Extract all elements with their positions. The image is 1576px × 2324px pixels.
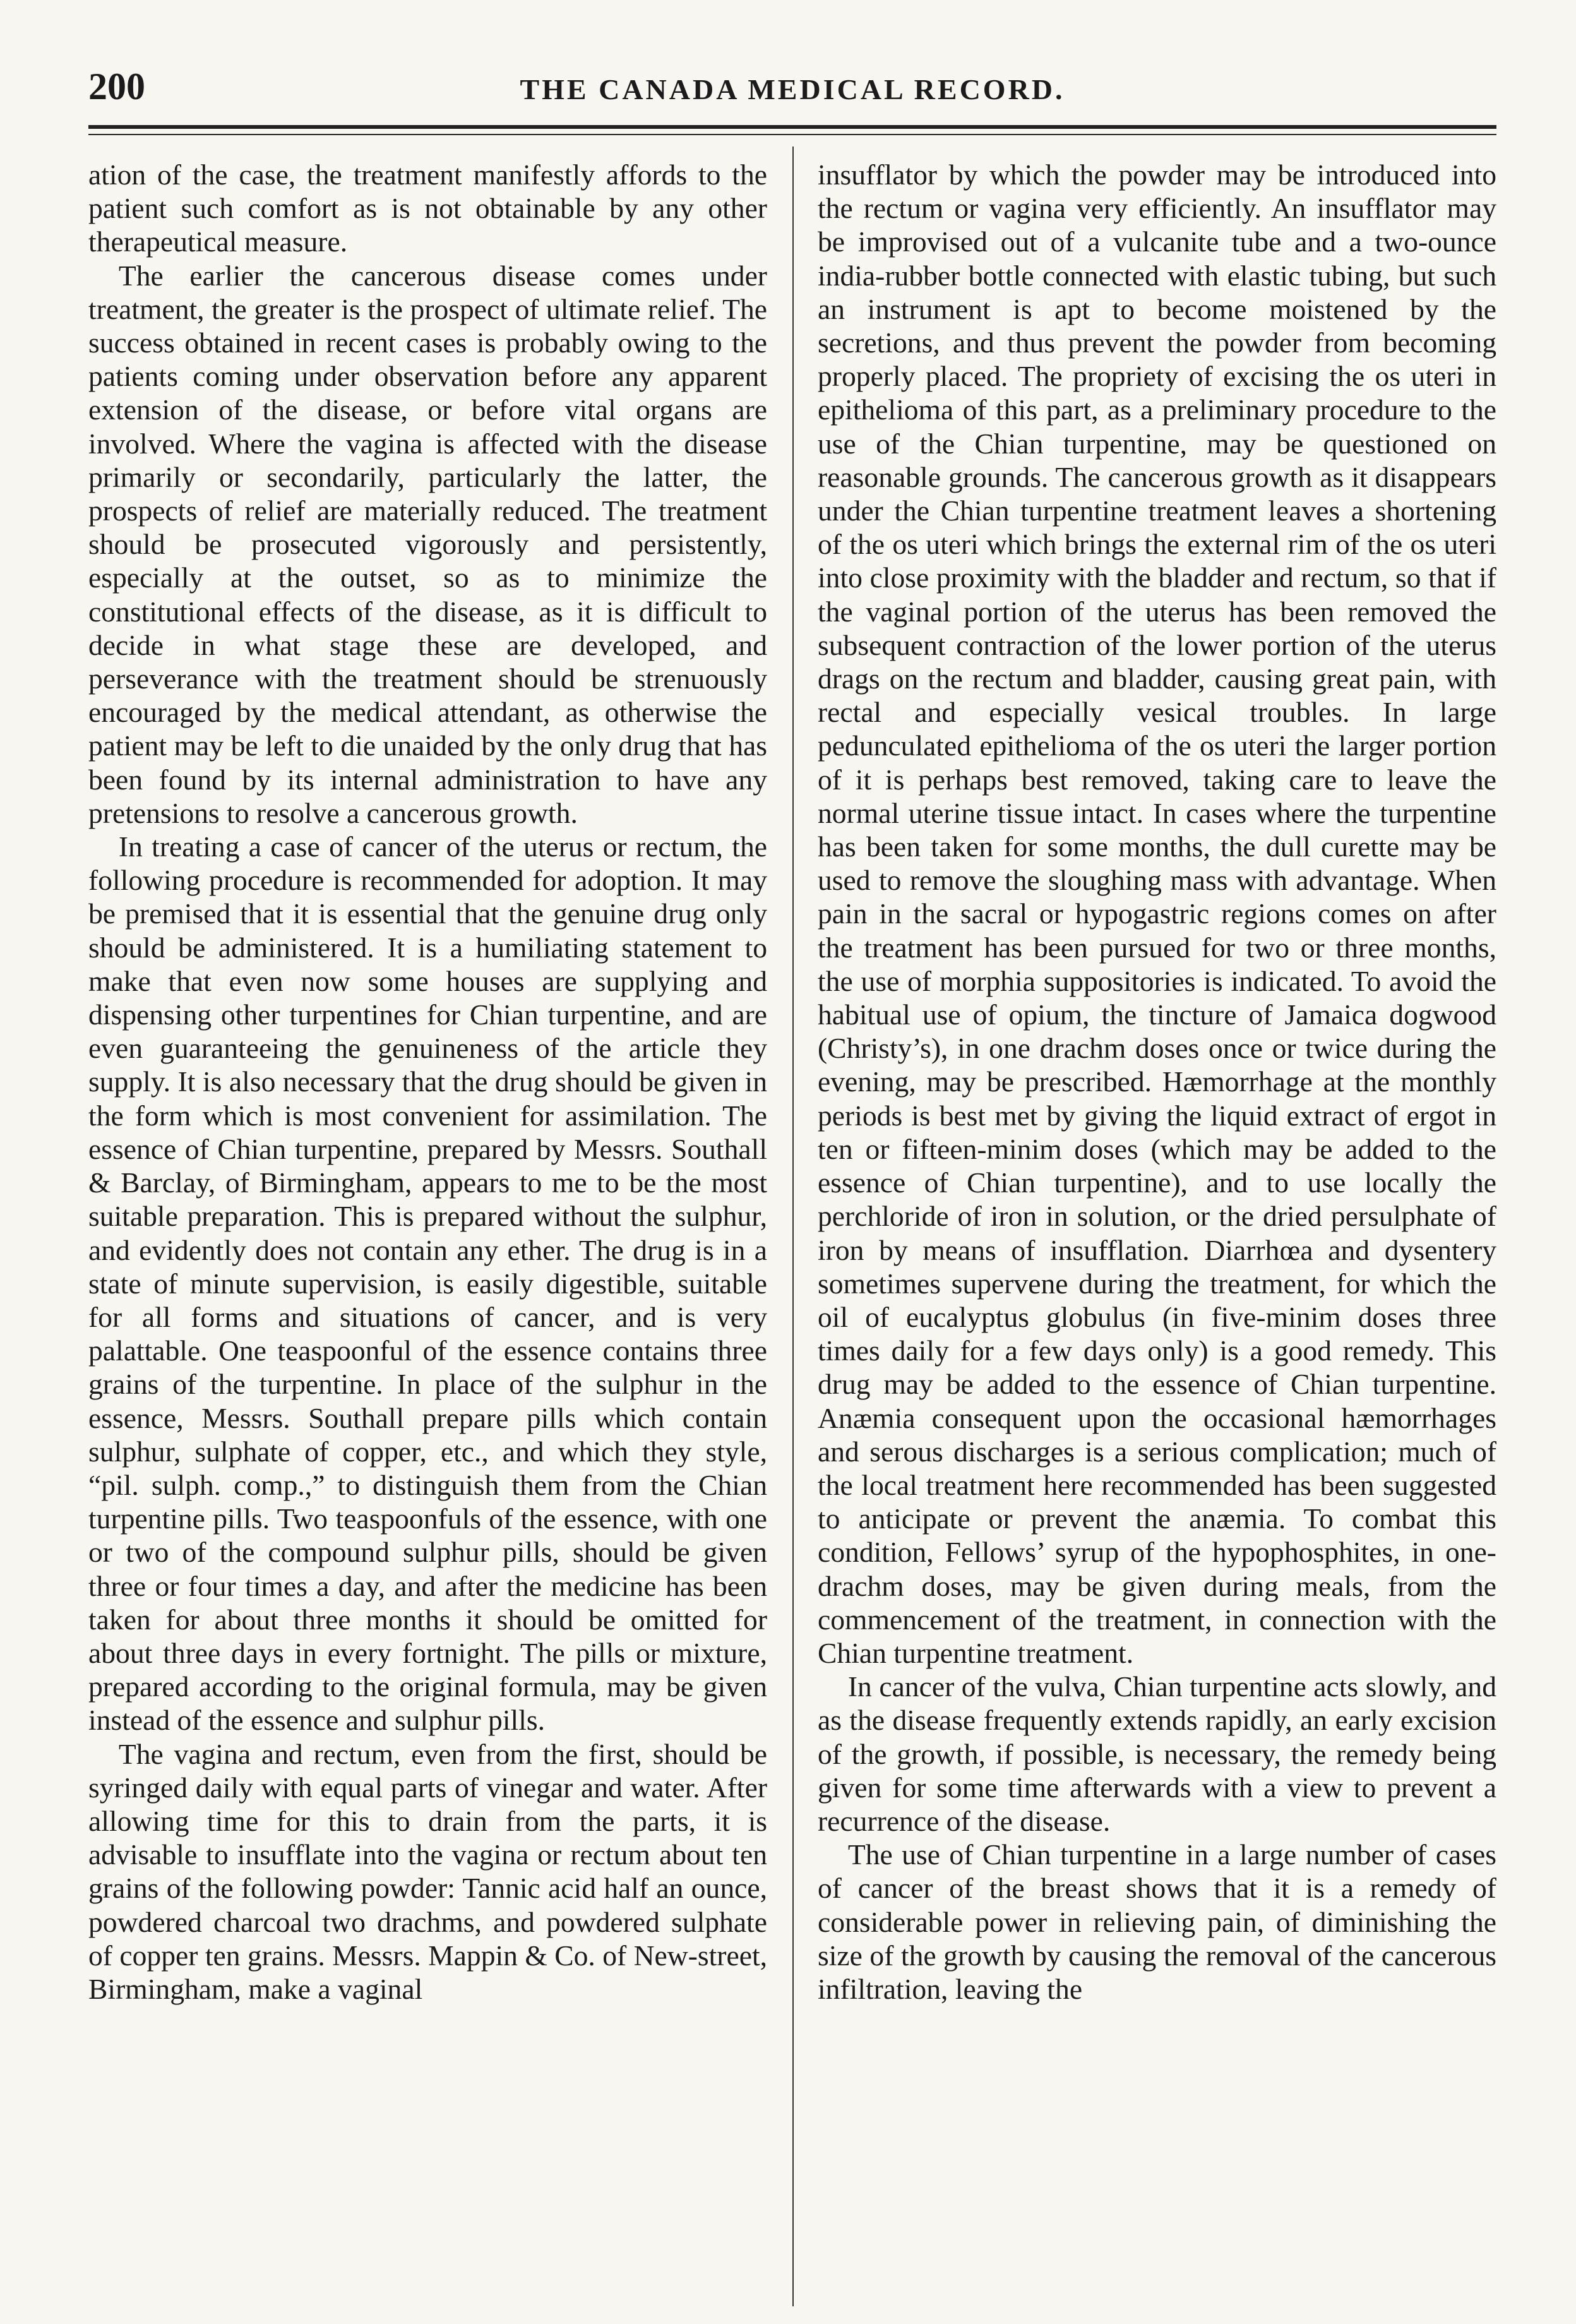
paragraph: ation of the case, the treatment manifestly affords to the patient such comfort as is not obtainable by any other therapeutical measure. — [88, 159, 767, 258]
paragraph: The earlier the cancerous disease comes under treatment, the greater is the prospect of ultimate relief. The success obtained in recent cases is probably owing to the patients coming under observation before any apparent extension of the disease, or before vital organs are involved. Where the vagina is affected with the disease primarily or secondarily, particularly the latter, the prospects of relief are materially reduced. The treatment should be prosecuted vigorously and persistently, especially at the outset, so as to minimize the constitutional effects of the disease, as it is difficult to decide in what stage these are developed, and perseverance with the treatment should be strenuously encouraged by the medical attendant, as otherwise the patient may be left to die unaided by the only drug that has been found by its internal administration to have any pretensions to resolve a cancerous growth. — [88, 259, 767, 829]
column-divider — [792, 147, 794, 2306]
paragraph: The vagina and rectum, even from the first, should be syringed daily with equal parts of vinegar and water. After allowing time for this to drain from the parts, it is advisable to insufflate into the vagina or rectum about ten grains of the following powder: Tannic acid half an ounce, powdered charcoal two drachms, and powdered sulphate of copper ten grains. Messrs. Mappin & Co. of New-street, Birmingham, make a vaginal — [88, 1737, 767, 2005]
paragraph: In cancer of the vulva, Chian turpentine acts slowly, and as the disease frequently extends rapidly, an early excision of the growth, if possible, is necessary, the remedy being given for some time afterwards with a view to prevent a recurrence of the disease. — [818, 1670, 1496, 1837]
header-rule-thick — [88, 125, 1496, 129]
journal-title: THE CANADA MEDICAL RECORD. — [520, 73, 1065, 105]
page-header — [88, 58, 1496, 115]
paragraph: In treating a case of cancer of the uterus or rectum, the following procedure is recommended for adoption. It may be premised that it is essential that the genuine drug only should be administered. It is a humiliating statement to make that even now some houses are supplying and dispensing other turpentines for Chian turpentine, and are even guaranteeing the genuineness of the article they supply. It is also necessary that the drug should be given in the form which is most convenient for assimilation. The essence of Chian turpentine, prepared by Messrs. Southall & Barclay, of Birmingham, appears to me to be the most suitable preparation. This is prepared without the sulphur, and evidently does not contain any ether. The drug is in a state of minute supervision, is easily digestible, suitable for all forms and situations of cancer, and is very palattable. One teaspoonful of the essence contains three grains of the turpentine. In place of the sulphur in the essence, Messrs. Southall prepare pills which contain sulphur, sulphate of copper, etc., and which they style, “pil. sulph. comp.,” to distinguish them from the Chian turpentine pills. Two teaspoonfuls of the essence, with one or two of the compound sulphur pills, should be given three or four times a day, and after the medicine has been taken for about three months it should be omitted for about three days in every fortnight. The pills or mixture, prepared according to the original formula, may be given instead of the essence and sulphur pills. — [88, 830, 767, 1737]
page-number: 200 — [88, 66, 145, 107]
paragraph: The use of Chian turpentine in a large number of cases of cancer of the breast shows that it is a remedy of considerable power in relieving pain, of diminishing the size of the growth by causing the removal of the cancerous infiltration, leaving the — [818, 1838, 1496, 2005]
header-rule-thin — [88, 134, 1496, 135]
right-column — [818, 158, 1496, 2299]
paragraph: insufflator by which the powder may be introduced into the rectum or vagina very efficiently. An insufflator may be improvised out of a vulcanite tube and a two-ounce india-rubber bottle connected with elastic tubing, but such an instrument is apt to become moistened by the secretions, and thus prevent the powder from becoming properly placed. The propriety of excising the os uteri in epithelioma of this part, as a preliminary procedure to the use of the Chian turpentine, may be questioned on reasonable grounds. The cancerous growth as it disappears under the Chian turpentine treatment leaves a shortening of the os uteri which brings the external rim of the os uteri into close proximity with the bladder and rectum, so that if the vaginal portion of the uterus has been removed the subsequent contraction of the lower portion of the uterus drags on the rectum and bladder, causing great pain, with rectal and especially vesical troubles. In large pedunculated epithelioma of the os uteri the larger portion of it is perhaps best removed, taking care to leave the normal uterine tissue intact. In cases where the turpentine has been taken for some months, the dull curette may be used to remove the sloughing mass with advantage. When pain in the sacral or hypogastric regions comes on after the treatment has been pursued for two or three months, the use of morphia suppositories is indicated. To avoid the habitual use of opium, the tincture of Jamaica dogwood (Christy’s), in one drachm doses once or twice during the evening, may be prescribed. Hæmorrhage at the monthly periods is best met by giving the liquid extract of ergot in ten or fifteen-minim doses (which may be added to the essence of Chian turpentine), and to use locally the perchloride of iron in solution, or the dried persulphate of iron by means of insufflation. Diarrhœa and dysentery sometimes supervene during the treatment, for which the oil of eucalyptus globulus (in five-minim doses three times daily for a few days only) is a good remedy. This drug may be added to the essence of Chian turpentine. Anæmia consequent upon the occasional hæmorrhages and serous discharges is a serious complication; much of the local treatment here recommended has been suggested to anticipate or prevent the anæmia. To combat this condition, Fellows’ syrup of the hypophosphites, in one-drachm doses, may be given during meals, from the commencement of the treatment, in connection with the Chian turpentine treatment. — [818, 159, 1496, 1669]
left-column — [88, 158, 767, 2299]
